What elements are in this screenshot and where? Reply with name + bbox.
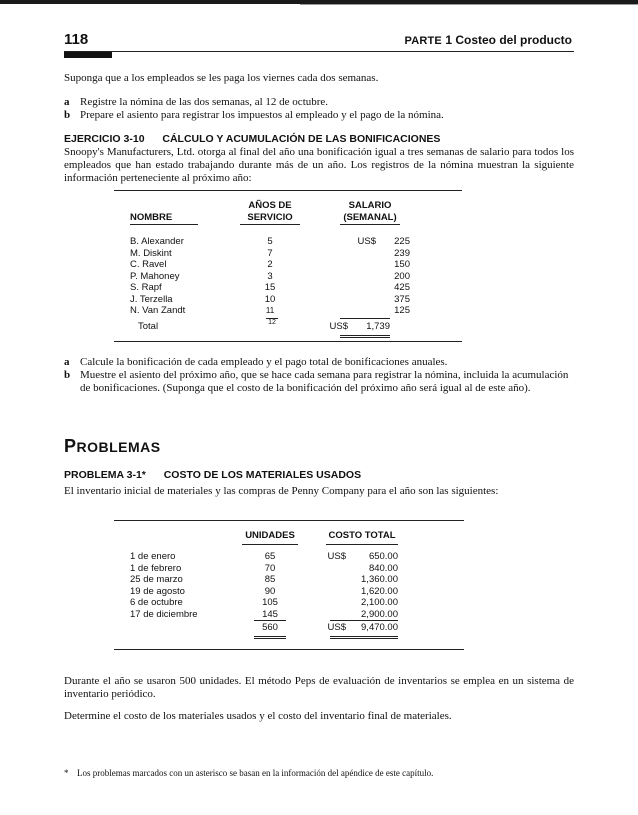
purchase-date: 6 de octubre	[130, 597, 183, 608]
item-letter: a	[64, 96, 70, 108]
intro-list	[64, 96, 574, 122]
employee-salary: 150	[394, 259, 410, 270]
employee-currency: US$	[357, 236, 376, 247]
employee-years: 7	[267, 247, 273, 259]
employee-salary: 125	[394, 305, 410, 316]
table-row	[130, 248, 410, 260]
header-underline-name	[130, 224, 198, 225]
exercise-paragraph: Snoopy's Manufacturers, Ltd. otorga al final del año una bonificación igual a tres semanas de salario para todos los empleados que han estado trabajando durante más de un año. Los registros de la nómina muestran la siguiente información perteneciente al próximo año:	[64, 146, 574, 184]
total-cost: 9,470.00	[361, 622, 398, 633]
col-header-cost: COSTO TOTAL	[328, 530, 396, 541]
employee-years: 10	[264, 293, 276, 305]
purchase-currency	[298, 609, 346, 621]
employee-currency	[300, 282, 376, 294]
employee-salary: 239	[394, 247, 410, 259]
problem-heading	[64, 469, 361, 481]
table-row	[130, 259, 410, 271]
table-row	[130, 305, 410, 317]
employee-currency	[300, 271, 376, 283]
problem-paragraph-2: Determine el costo de los materiales usados y el costo del inventario final de materiales.	[64, 710, 452, 722]
problems-heading	[64, 436, 161, 457]
employee-years: 5	[267, 236, 273, 247]
col-header-name: NOMBRE	[130, 212, 173, 223]
header-underline-years	[240, 224, 300, 225]
total-double-rule-2	[340, 337, 390, 338]
employee-name: M. Diskint	[130, 247, 172, 259]
employee-currency	[300, 248, 376, 260]
table-row	[130, 574, 398, 586]
item-text: Registre la nómina de las dos semanas, al 12 de octubre.	[80, 96, 329, 108]
table-row	[130, 551, 398, 563]
purchase-units: 145	[262, 608, 278, 620]
purchase-cost: 1,620.00	[361, 585, 398, 597]
employee-name: S. Rapf	[130, 282, 162, 293]
salary-sum-rule	[340, 318, 390, 319]
table-row	[130, 294, 410, 306]
item-letter: a	[64, 356, 70, 368]
problems-heading-rest: ROBLEMAS	[76, 439, 161, 455]
purchase-cost: 2,100.00	[361, 597, 398, 608]
running-header	[405, 33, 573, 47]
table-bottom-rule	[114, 341, 462, 342]
purchase-date: 1 de febrero	[130, 562, 182, 574]
employee-table-header	[130, 200, 430, 224]
employee-name: J. Terzella	[130, 293, 173, 305]
item-text: Muestre el asiento del próximo año, que se hace cada semana para registrar la nómina, incluida la acumulación de bonificaciones. (Suponga que el costo de la bonificación del próximo año será igual al de este año).	[80, 369, 569, 394]
col-header-units: UNIDADES	[245, 530, 295, 541]
part-label: PARTE	[404, 35, 442, 47]
item-text: Calcule la bonificación de cada empleado y el pago total de bonificaciones anuales.	[80, 356, 448, 368]
purchase-units: 90	[264, 585, 276, 597]
exercise-code: EJERCICIO 3-10	[64, 133, 145, 145]
cost-double-rule-1	[330, 636, 398, 637]
problem-title: COSTO DE LOS MATERIALES USADOS	[163, 469, 362, 481]
employee-currency	[300, 259, 376, 271]
item-letter: b	[64, 369, 71, 381]
table-row	[130, 236, 410, 248]
purchase-units: 105	[262, 597, 278, 608]
units-double-rule-1	[254, 636, 286, 637]
employee-years: 11	[265, 306, 275, 315]
total-currency: US$	[329, 321, 348, 332]
total-cost-currency: US$	[327, 622, 346, 633]
header-underline-cost	[326, 544, 398, 545]
table-row	[130, 609, 398, 621]
purchase-date: 17 de diciembre	[130, 608, 198, 620]
employee-name: C. Ravel	[130, 259, 167, 270]
materials-table-bottom-rule	[114, 649, 464, 650]
exercise-heading	[64, 133, 440, 145]
employee-years: 3	[267, 270, 273, 282]
table-row	[130, 586, 398, 598]
intro-item-a	[64, 96, 574, 109]
employee-salary: 225	[394, 236, 410, 247]
employee-table	[130, 200, 430, 224]
top-border-thin	[300, 4, 638, 5]
purchase-currency: US$	[327, 551, 346, 562]
purchase-cost: 650.00	[368, 551, 398, 562]
footnote-text: Los problemas marcados con un asterisco se basan en la información del apéndice de este capítulo.	[77, 768, 434, 778]
table-top-rule	[114, 190, 462, 191]
col-header-years-1: AÑOS DE	[248, 200, 292, 211]
exercise-item-b	[64, 369, 574, 395]
header-underline-salary	[340, 224, 400, 225]
part-title: 1 Costeo del producto	[445, 33, 572, 47]
total-salary: 1,739	[366, 321, 390, 332]
item-letter: b	[64, 109, 71, 121]
col-header-salary-2: (SEMANAL)	[343, 212, 397, 223]
exercise-item-a	[64, 356, 574, 369]
table-row	[130, 282, 410, 294]
purchase-cost: 840.00	[368, 562, 398, 574]
employee-years: 15	[264, 282, 276, 293]
employee-salary: 375	[394, 293, 410, 305]
header-block-marker	[64, 52, 112, 58]
problem-intro: El inventario inicial de materiales y las compras de Penny Company para el año son las siguientes:	[64, 485, 499, 497]
exercise-title: CÁLCULO Y ACUMULACIÓN DE LAS BONIFICACIONES	[162, 133, 441, 145]
total-double-rule-1	[340, 335, 390, 336]
col-header-salary-1: SALARIO	[348, 200, 392, 211]
problems-heading-initial: P	[64, 436, 77, 456]
employee-currency	[300, 305, 376, 317]
employee-rows	[130, 236, 410, 317]
purchase-units: 65	[264, 551, 276, 562]
years-fraction-denominator: 12	[268, 319, 276, 326]
purchase-currency	[298, 563, 346, 575]
purchase-cost: 2,900.00	[361, 608, 398, 620]
purchase-currency	[298, 586, 346, 598]
col-header-years-2: SERVICIO	[247, 212, 293, 223]
footnote	[64, 768, 433, 779]
table-row	[130, 563, 398, 575]
units-double-rule-2	[254, 638, 286, 639]
total-label: Total	[138, 321, 159, 332]
exercise-list	[64, 356, 574, 395]
total-units: 560	[262, 622, 278, 633]
employee-currency	[300, 294, 376, 306]
table-row	[130, 597, 398, 609]
header-rule	[64, 51, 574, 52]
problem-paragraph-1: Durante el año se usaron 500 unidades. El método Peps de evaluación de inventarios se emplea en un sistema de inventario periódico.	[64, 675, 574, 700]
item-text: Prepare el asiento para registrar los impuestos al empleado y el pago de la nómina.	[80, 109, 444, 121]
header-underline-units	[242, 544, 298, 545]
materials-table-top-rule	[114, 520, 464, 521]
footnote-mark: *	[64, 768, 69, 778]
purchase-units: 70	[264, 562, 276, 574]
problem-code: PROBLEMA 3-1*	[64, 469, 146, 481]
page-number: 118	[64, 31, 89, 48]
table-row	[130, 271, 410, 283]
employee-name: B. Alexander	[130, 236, 184, 247]
cost-sum-rule	[330, 620, 398, 621]
purchase-units: 85	[264, 574, 276, 585]
purchase-currency	[298, 574, 346, 586]
intro-sentence: Suponga que a los empleados se les paga los viernes cada dos semanas.	[64, 72, 379, 84]
purchase-currency	[298, 597, 346, 609]
employee-name: P. Mahoney	[130, 270, 180, 282]
employee-salary: 200	[394, 270, 410, 282]
employee-years: 2	[267, 259, 273, 270]
purchase-date: 1 de enero	[130, 551, 176, 562]
intro-item-b	[64, 109, 574, 122]
materials-rows	[130, 551, 398, 620]
purchase-date: 19 de agosto	[130, 585, 185, 597]
employee-salary: 425	[394, 282, 410, 293]
purchase-date: 25 de marzo	[130, 574, 183, 585]
purchase-cost: 1,360.00	[361, 574, 398, 585]
employee-name: N. Van Zandt	[130, 305, 186, 316]
cost-double-rule-2	[330, 638, 398, 639]
units-sum-rule	[254, 620, 286, 621]
